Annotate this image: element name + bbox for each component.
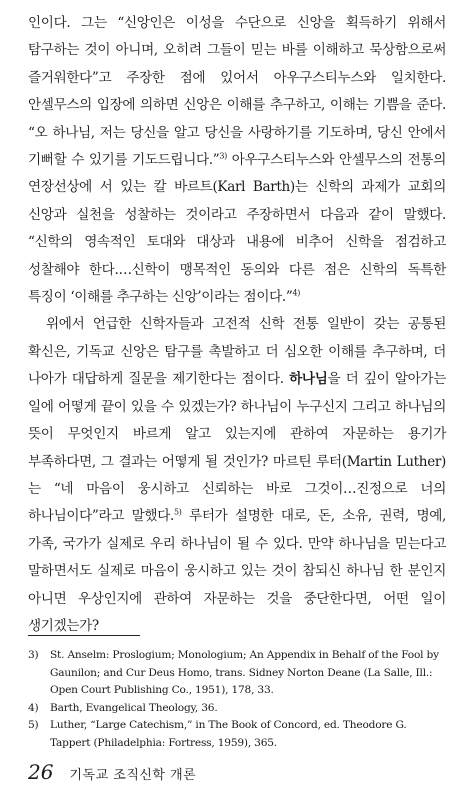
footnote-text: Barth, Evangelical Theology, 36. <box>50 701 218 714</box>
footnote-number: 5) <box>28 719 39 731</box>
footnote-divider <box>28 635 140 636</box>
paragraph-2-text-c: 루터가 설명한 대로, 돈, 소유, 권력, 명예, 가족, 국가가 실제로 우리 하나님이 될 수 있다. 만약 하나님을 믿는다고 말하면서도 실제로 마음이 웅시하고 있는 것이 참되신 하나님 한 분인지 아니면 우상인지에 관하여 자문하는 것을 중단한다면, 어떤 일이 생기겠는가? <box>28 508 446 634</box>
paragraph-2 <box>28 311 446 640</box>
paragraph-2-text-a: 위에서 언급한 신학자들과 고전적 신학 전통 일반이 갖는 공통된 확신은, 기독교 신앙은 탐구를 촉발하고 더 심오한 이해를 추구하며, 더 나아가 대답하게 질문을 제기한다는 점이다. <box>28 316 446 388</box>
footnote-ref-3[interactable]: 3) <box>219 151 227 161</box>
page-footer <box>28 760 196 784</box>
paragraph-2-text-b: 을 더 깊이 알아가는 일에 어떻게 끝이 있을 수 있겠는가? 하나님이 누구신지 그리고 하나님의 뜻이 무엇인지 바르게 알고 있는지에 관하여 자문하는 용기가 부족하다면, 그 결과는 어떻게 될 것인가? 마르틴 루터(Martin Luther)는 “네 마음이 웅시하고 신뢰하는 바로 그것이…진정으로 너의 하나님이다”라고 말했다. <box>28 371 446 525</box>
footnote-4 <box>28 700 446 718</box>
paragraph-1 <box>28 10 446 311</box>
footnote-text: St. Anselm: Proslogium; Monologium; An Appendix in Behalf of the Fool by Gaunilon; and Cur Deus Homo, trans. Sidney Norton Deane (La Salle, Ill.: Open Court Publishing Co., 1951), 178, 33. <box>50 649 439 696</box>
page-number: 26 <box>28 760 54 784</box>
footnote-number: 4) <box>28 701 39 714</box>
footnote-text: Luther, “Large Catechism,” in The Book of Concord, ed. Theodore G. Tappert (Philadelphia: Fortress, 1959), 365. <box>50 719 407 749</box>
footnote-ref-4[interactable]: 4) <box>292 288 300 298</box>
footnote-number: 3) <box>28 649 39 661</box>
bold-term-god: 하나님 <box>289 371 328 388</box>
footnote-5 <box>28 717 446 752</box>
footnotes <box>28 647 446 752</box>
paragraph-1-text-b: 아우구스티누스와 안셀무스의 전통의 연장선상에 서 있는 칼 바르트(Karl Barth)는 신학의 과제가 교회의 신앙과 실천을 성찰하는 것이라고 주장하면서 다음과 같이 말했다. “신학의 영속적인 토대와 대상과 내용에 비추어 신학을 점검하고 성찰해야 한다.…신학이 맹목적인 동의와 다른 점은 신학의 독특한 특징이 ‘이해를 추구하는 신앙’이라는 점이다.” <box>28 152 446 306</box>
footnote-3 <box>28 647 446 700</box>
running-title: 기독교 조직신학 개론 <box>69 768 197 783</box>
paragraph-1-text-a: 인이다. 그는 “신앙인은 이성을 수단으로 신앙을 획득하기 위해서 탐구하는 것이 아니며, 오히려 그들이 믿는 바를 이해하고 묵상함으로써 즐거워한다”고 주장한 점에 있어서 아우구스티누스와 일치한다. 안셀무스의 입장에 의하면 신앙은 이해를 추구하고, 이해는 기쁨을 준다. “오 하나님, 저는 당신을 알고 당신을 사랑하기를 기도하며, 당신 안에서 기뻐할 수 있기를 기도드립니다.” <box>28 15 446 169</box>
main-text <box>28 10 446 640</box>
footnote-ref-5[interactable]: 5) <box>173 507 182 517</box>
